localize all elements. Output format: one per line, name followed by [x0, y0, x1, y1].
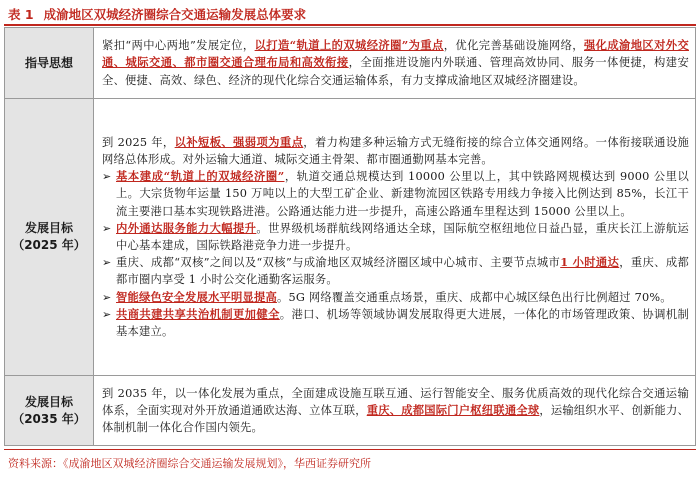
guiding-content: 紧扣“两中心两地”发展定位，以打造“轨道上的双城经济圈”为重点，优化完善基础设施网络，强化成渝地区对外交通、城际交通、都市圈交通合理布局和高效衔接，全面推进设施内外联通、管理高效协同、服务一体便捷，构建安全、便捷、高效、绿色、经济的现代化综合交通运输体系，有力支撑成渝地区双城经济圈建设。 — [94, 28, 696, 99]
highlight-text: 以打造“轨道上的双城经济圈”为重点 — [254, 38, 444, 53]
list-item: ➢ 重庆、成都“双核”之间以及“双核”与成渝地区双城经济圈区域中心城市、主要节点城市1 小时通达，重庆、成都都市圈内享受 1 小时公交化通勤客运服务。 — [102, 255, 689, 287]
table-number: 表 1 — [8, 7, 34, 22]
goal-2025-intro: 到 2025 年，以补短板、强弱项为重点，着力构建多种运输方式无缝衔接的综合立体交通网络。一体衔接联通设施网络总体形成。对外运输大通道、城际交通主骨架、都市圈通勤网基本完善。 — [102, 134, 690, 166]
row-label-guiding: 指导思想 — [5, 28, 94, 99]
goal-2025-content — [94, 99, 696, 376]
table-row — [5, 376, 696, 446]
list-item: ➢ 智能绿色安全发展水平明显提高。5G 网络覆盖交通重点场景，重庆、成都中心城区绿色出行比例超过 70%。 — [102, 289, 689, 306]
checkmark-arrow-icon: ➢ — [102, 170, 112, 184]
requirements-table — [4, 27, 696, 446]
row-label-goal-2035: 发展目标 （2035 年） — [5, 376, 94, 446]
checkmark-arrow-icon: ➢ — [102, 256, 112, 270]
checkmark-arrow-icon: ➢ — [102, 290, 112, 304]
checkmark-arrow-icon: ➢ — [102, 307, 112, 321]
row-label-goal-2025: 发展目标 （2025 年） — [5, 99, 94, 376]
table-row — [5, 99, 696, 376]
top-rule — [4, 24, 696, 26]
table-row — [5, 28, 696, 99]
table-caption: 成渝地区双城经济圈综合交通运输发展总体要求 — [43, 7, 307, 22]
bottom-rule — [4, 449, 696, 450]
goal-2035-content: 到 2035 年，以一体化发展为重点，全面建成设施互联互通、运行智能安全、服务优质高效的现代化综合交通运输体系，全面实现对外开放通道通欧达海、立体互联，重庆、成都国际门户枢纽联通全球，运输组织水平、创新能力、体制机制一体化合作国内领先。 — [94, 376, 696, 446]
highlight-text: 以补短板、强弱项为重点 — [174, 134, 304, 149]
table-title — [8, 5, 306, 23]
checkmark-arrow-icon: ➢ — [102, 221, 112, 235]
highlight-text: 强化成渝地区对外交通、城际交通、都市圈交通合理布局和高效衔接 — [102, 38, 689, 70]
source-note: 资料来源：《成渝地区双城经济圈综合交通运输发展规划》，华西证券研究所 — [8, 457, 371, 470]
list-item: ➢ 基本建成“轨道上的双城经济圈”，轨道交通总规模达到 10000 公里以上，其中铁路网规模达到 9000 公里以上。大宗货物年运量 150 万吨以上的大型工矿企业、新建物流园区铁路专用线力争接入比例达到 85%，长江干流主要港口基本实现铁路进港。公路通达能力进一步提升，高速公路通车里程达到 15000 公里以上。 — [102, 169, 689, 218]
list-item: ➢ 共商共建共享共治机制更加健全。港口、机场等领域协调发展取得更大进展，一体化的市场管理政策、协调机制基本建立。 — [102, 306, 689, 339]
highlight-text: 重庆、成都国际门户枢纽联通全球 — [366, 402, 540, 417]
list-item: ➢ 内外通达服务能力大幅提升。世界级机场群航线网络通达全球，国际航空枢纽地位日益凸显，重庆长江上游航运中心基本建成，国际铁路港竞争力进一步提升。 — [102, 220, 689, 252]
